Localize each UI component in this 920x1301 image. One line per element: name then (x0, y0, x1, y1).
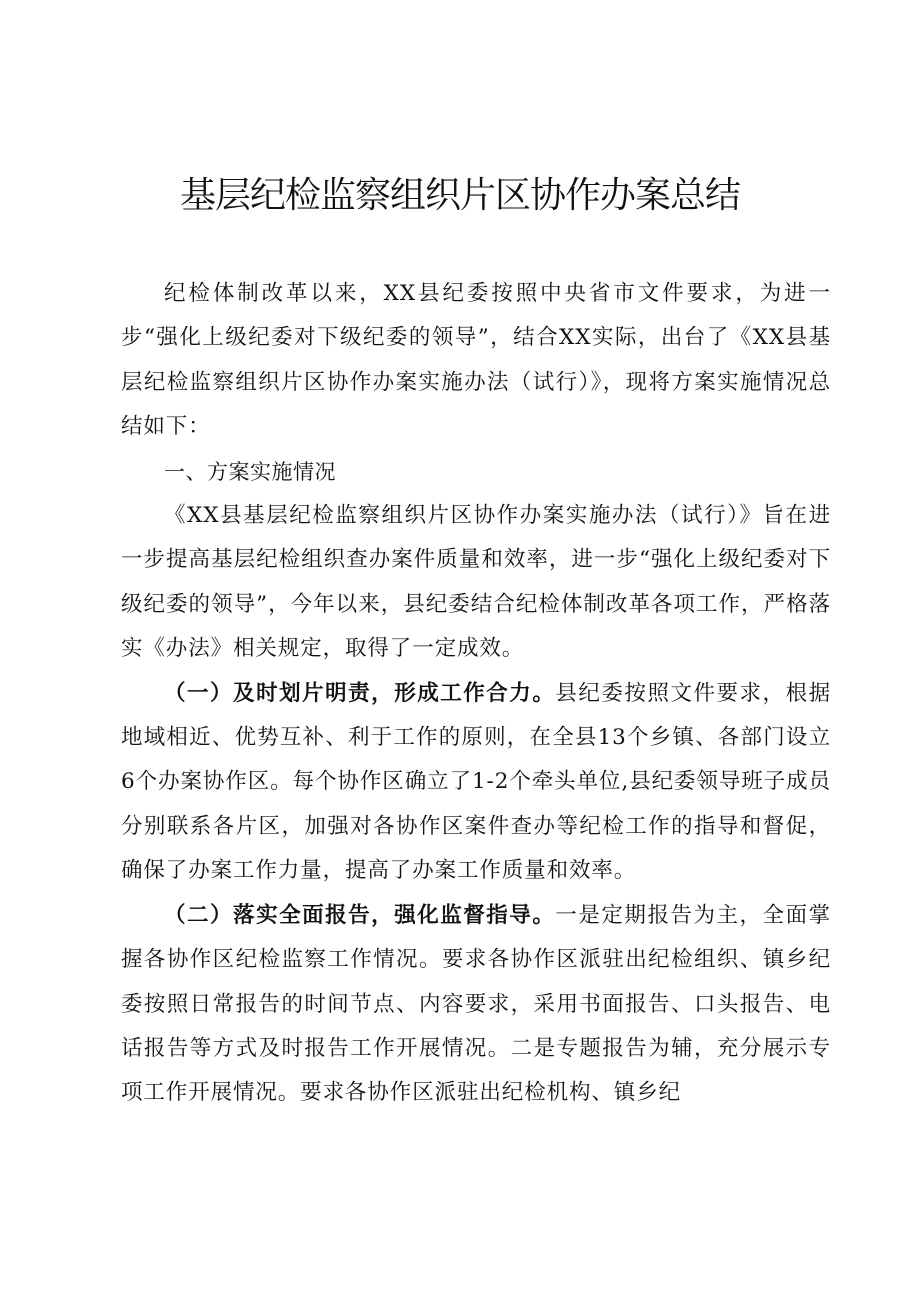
item-title-1: （一）及时划片明责，形成工作合力。 (164, 680, 556, 706)
item-paragraph-1 (121, 672, 831, 894)
item-paragraph-2 (121, 894, 831, 1116)
section-heading: 一、方案实施情况 (164, 459, 336, 484)
item-text-2: 一是定期报告为主，全面掌握各协作区纪检监察工作情况。要求各协作区派驻出纪检组织、镇乡纪委按照日常报告的时间节点、内容要求，采用书面报告、口头报告、电话报告等方式及时报告工作开展情况。二是专题报告为辅，充分展示专项工作开展情况。要求各协作区派驻出纪检机构、镇乡纪 (121, 902, 831, 1106)
document-body (121, 272, 831, 1116)
item-title-2: （二）落实全面报告，强化监督指导。 (164, 902, 556, 928)
document-title: 基层纪检监察组织片区协作办案总结 (179, 175, 740, 216)
item-text-1: 县纪委按照文件要求，根据地域相近、优势互补、利于工作的原则，在全县13个乡镇、各部门设立6个办案协作区。每个协作区确立了1-2个牵头单位,县纪委领导班子成员分别联系各片区，加强对各协作区案件查办等纪检工作的指导和督促，确保了办案工作力量，提高了办案工作质量和效率。 (121, 680, 831, 884)
intro-paragraph: 纪检体制改革以来，XX县纪委按照中央省市文件要求，为进一步“强化上级纪委对下级纪委的领导”，结合XX实际，出台了《XX县基层纪检监察组织片区协作办案实施办法（试行）》，现将方案实施情况总结如下： (121, 281, 831, 440)
section-paragraph: 《XX县基层纪检监察组织片区协作办案实施办法（试行）》旨在进一步提高基层纪检组织查办案件质量和效率，进一步“强化上级纪委对下级纪委的领导”，今年以来，县纪委结合纪检体制改革各项工作，严格落实《办法》相关规定，取得了一定成效。 (121, 503, 831, 662)
